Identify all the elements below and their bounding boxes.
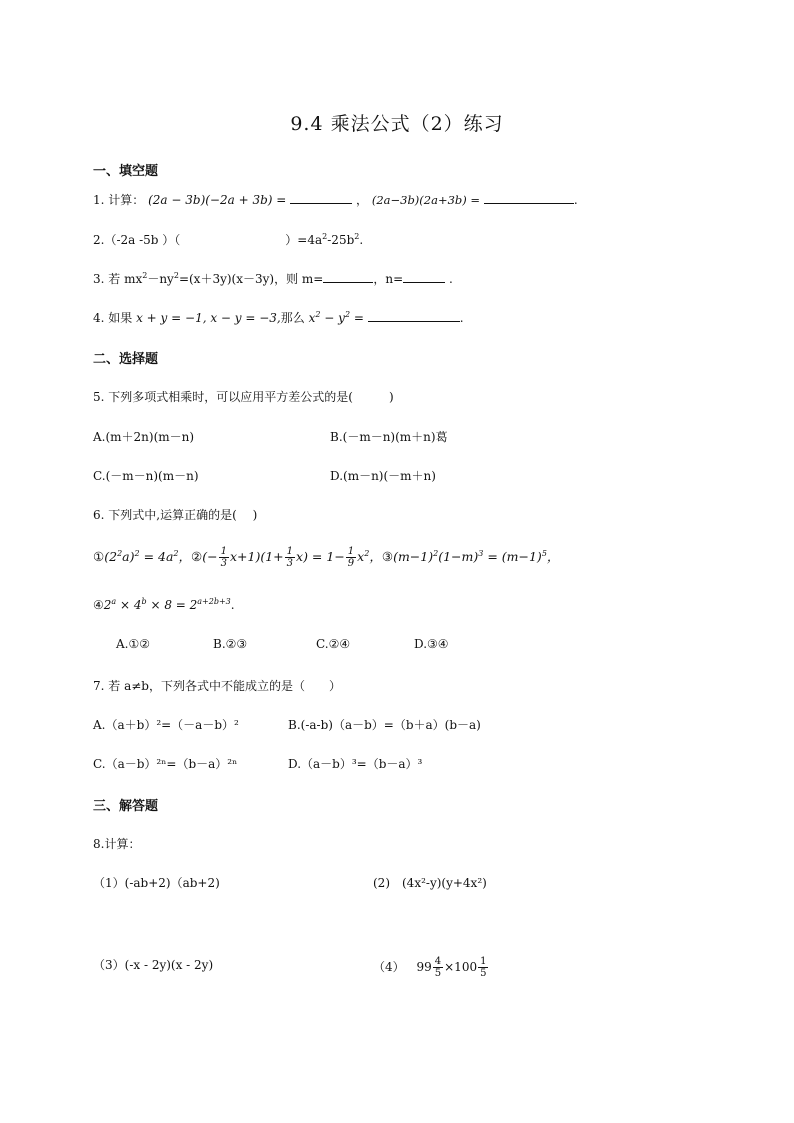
question-5-option-d[interactable]: D.(m－n)(－m＋n) [330,469,436,483]
question-6-stem: 6. 下列式中,运算正确的是( ) [93,508,258,522]
question-6-option-a[interactable]: A.①② [116,637,150,651]
question-4-then: 那么 [280,311,305,325]
question-6-option-d[interactable]: D.③④ [414,637,449,651]
question-1-blank-2[interactable] [484,191,574,204]
question-4-blank[interactable] [368,309,460,322]
question-7-option-c[interactable]: C.（a－b）²ⁿ=（b－a）²ⁿ [93,757,238,771]
question-2-right: ）=4a [285,233,323,247]
question-1-expr-b: (2a−3b)(2a+3b) = [371,193,481,207]
question-5-option-c[interactable]: C.(－m－n)(m－n) [93,469,199,483]
question-2-end: . [359,233,364,247]
question-7-option-d[interactable]: D.（a－b）³=（b－a）³ [288,757,423,771]
question-3-end: . [448,272,453,286]
question-3: 3. 若 $mx^2-ny^2=(x+3y)(x-3y)$，则 m= ，n= . [93,271,453,286]
question-4 [93,309,464,326]
question-3-blank-n[interactable] [403,270,445,283]
question-3-n-label: ，n= [373,272,404,286]
question-8-part-4-expr: 99 $\frac{4}{5}$ ×100 $\frac{1}{5}$ [416,956,487,979]
question-8-part-3: （3）(-x - 2y)(x - 2y) [93,958,214,972]
question-1-end: . [573,193,578,207]
question-5-option-b[interactable]: B.(－m－n)(m＋n)葛 [330,430,448,444]
question-5-stem: 5. 下列多项式相乘时，可以应用平方差公式的是( ) [93,390,394,404]
question-6-option-c[interactable]: C.②④ [316,637,351,651]
question-7-option-a[interactable]: A.（a＋b）²=（－a－b）² [93,718,239,732]
question-1-separator: ， [355,193,368,207]
question-8-part-4 [373,956,489,979]
question-4-expr: $x^2 - y^2$ = [308,310,364,325]
question-1-blank-1[interactable] [290,191,352,204]
page-title: 9.4 乘法公式（2）练习 [290,113,504,135]
question-1-label: 1. 计算： [93,193,145,207]
question-2: 2.（-2a -5b ）（ ）$=4a^2-25b^2$. [93,232,364,247]
question-8-part-1: （1）(-ab+2)（ab+2) [93,876,220,890]
question-8-part-2: (2) (4x²-y)(y+4x²) [373,876,487,890]
question-6-formulas-line-2: $④2^a \times 4^b \times 8 = 2^{a+2b+3}$. [93,597,235,612]
section-fill-heading: 一、填空题 [93,164,159,179]
question-4-prefix: 4. 如果 [93,311,133,325]
question-3-blank-m[interactable] [323,270,373,283]
section-answer-heading: 三、解答题 [93,799,159,814]
question-1-expr-a: (2a − 3b)(−2a + 3b) = [148,193,287,207]
question-7-stem: 7. 若 a≠b，下列各式中不能成立的是（ ） [93,679,341,693]
question-4-end: . [459,311,464,325]
question-5-option-a[interactable]: A.(m＋2n)(m－n) [93,430,195,444]
question-2-tail: -25b [327,233,355,247]
question-2-left: 2.（-2a -5b ）（ [93,233,181,247]
question-3-text: 3. 若 mx [93,272,143,286]
question-4-condition: x + y = −1, x − y = −3, [136,311,281,325]
section-choice-heading: 二、选择题 [93,352,159,367]
question-7-option-b[interactable]: B.(-a-b)（a－b）=（b＋a）(b－a) [288,718,481,732]
question-6-option-b[interactable]: B.②③ [213,637,248,651]
question-3-mid: －ny [147,272,174,286]
question-8-part-4-label: （4） [373,960,405,974]
question-3-rest: =(x＋3y)(x－3y)，则 m= [178,272,324,286]
question-6-formulas-line-1: $①(2^2a)^2 = 4a^2$，②(− $\frac{1}{3}$ x+1)(1+ $\frac{1}{3}$ x) = 1− $\frac{1}{9}$ $x^2$，$③(m-1)^2(1-m)^3 = (m-1)^5$， [93,546,560,569]
question-8-stem: 8.计算： [93,837,141,851]
question-1 [93,191,578,208]
